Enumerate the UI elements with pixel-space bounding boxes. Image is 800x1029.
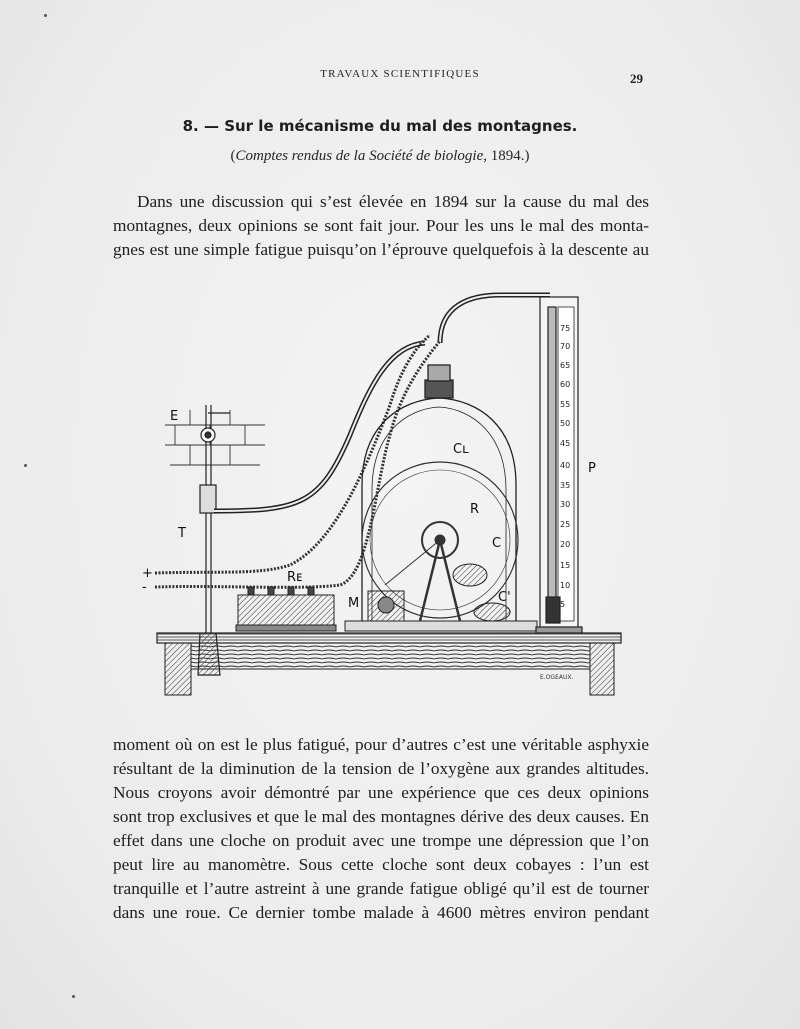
scale-tick: 15 [560, 561, 571, 570]
label-T: T [178, 526, 186, 541]
text-line: moment où on est le plus fatigué, pour d’autres c’est une véritable asphyxie [113, 735, 649, 754]
guinea-pig-resting [474, 603, 510, 621]
text-line: tranquille et l’autre astreint à une grande fatigue obligé qu’il est de tourner [113, 879, 649, 898]
manometer [536, 297, 582, 633]
source-paren: ( [230, 148, 236, 164]
paragraph-1 [113, 190, 649, 262]
rheostat [236, 587, 336, 631]
cloche-base [345, 621, 537, 631]
text-line: Nous croyons avoir démontré par une expérience que ces deux opinions [113, 783, 649, 802]
scale-tick: 40 [560, 461, 571, 470]
engraver-signature: E.OGEAUX. [540, 674, 574, 681]
text-line: Dans une discussion qui s’est élevée en 1894 sur la cause du mal des [137, 192, 649, 211]
label-minus: - [142, 580, 147, 595]
page-number: 29 [630, 71, 643, 86]
scale-tick: 35 [560, 481, 571, 490]
text-line: sont trop exclusives et que le mal des montagnes dérive des deux causes. En [113, 807, 649, 826]
scale-tick: 30 [560, 500, 571, 509]
label-P: P [588, 461, 596, 476]
apparatus-illustration [140, 285, 630, 705]
bell-jar [362, 365, 516, 621]
text-line: effet dans une cloche on produit avec une trompe une dépression que l’on [113, 831, 649, 850]
text-line: peut lire au manomètre. Sous cette cloche sont deux cobayes : l’un est [113, 855, 649, 874]
label-Cl: Cʟ [453, 442, 469, 457]
running-head-title: TRAVAUX SCIENTIFIQUES [320, 68, 480, 80]
scale-tick: 65 [560, 361, 571, 370]
text-line: gnes est une simple fatigue puisqu’on l’éprouve quelquefois à la descente au [113, 240, 649, 259]
scale-tick: 5 [560, 600, 566, 609]
label-C-prime: C' [498, 590, 511, 605]
label-R: R [470, 502, 480, 517]
electric-wire-1 [155, 335, 430, 573]
motor [368, 591, 404, 621]
section-heading: 8. — Sur le mécanisme du mal des montagnes. [182, 117, 578, 135]
scale-tick: 75 [560, 324, 571, 333]
scale-tick: 10 [560, 581, 571, 590]
label-M: M [348, 596, 360, 611]
bench [157, 633, 621, 695]
scale-tick: 25 [560, 520, 571, 529]
text-line: dans une roue. Ce dernier tombe malade à 4600 mètres environ pendant [113, 903, 649, 922]
scale-tick: 55 [560, 400, 571, 409]
paragraph-2 [113, 733, 649, 925]
text-line: résultant de la diminution de la tension de l’oxygène aux grandes altitudes. [113, 759, 649, 778]
electric-wire-2 [155, 341, 440, 587]
scale-tick: 50 [560, 419, 571, 428]
speck [72, 995, 75, 998]
manometer-scale [560, 324, 570, 609]
scale-tick: 60 [560, 380, 571, 389]
label-E: E [170, 409, 179, 424]
manometer-tube [440, 295, 550, 343]
text-line: montagnes, deux opinions se sont fait jour. Pour les uns le mal des monta- [113, 216, 649, 235]
guinea-pig-running [453, 564, 487, 586]
source-journal: Comptes rendus de la Société de biologie, [235, 148, 487, 164]
speck [44, 14, 47, 17]
scale-tick: 20 [560, 540, 571, 549]
label-C: C [492, 536, 502, 551]
running-head [0, 68, 800, 80]
section-source [0, 148, 760, 165]
speck [24, 464, 27, 467]
label-plus: + [142, 566, 153, 581]
scale-tick: 70 [560, 342, 571, 351]
scale-tick: 45 [560, 439, 571, 448]
label-Re: Rᴇ [287, 570, 303, 585]
source-year: 1894.) [490, 148, 530, 164]
